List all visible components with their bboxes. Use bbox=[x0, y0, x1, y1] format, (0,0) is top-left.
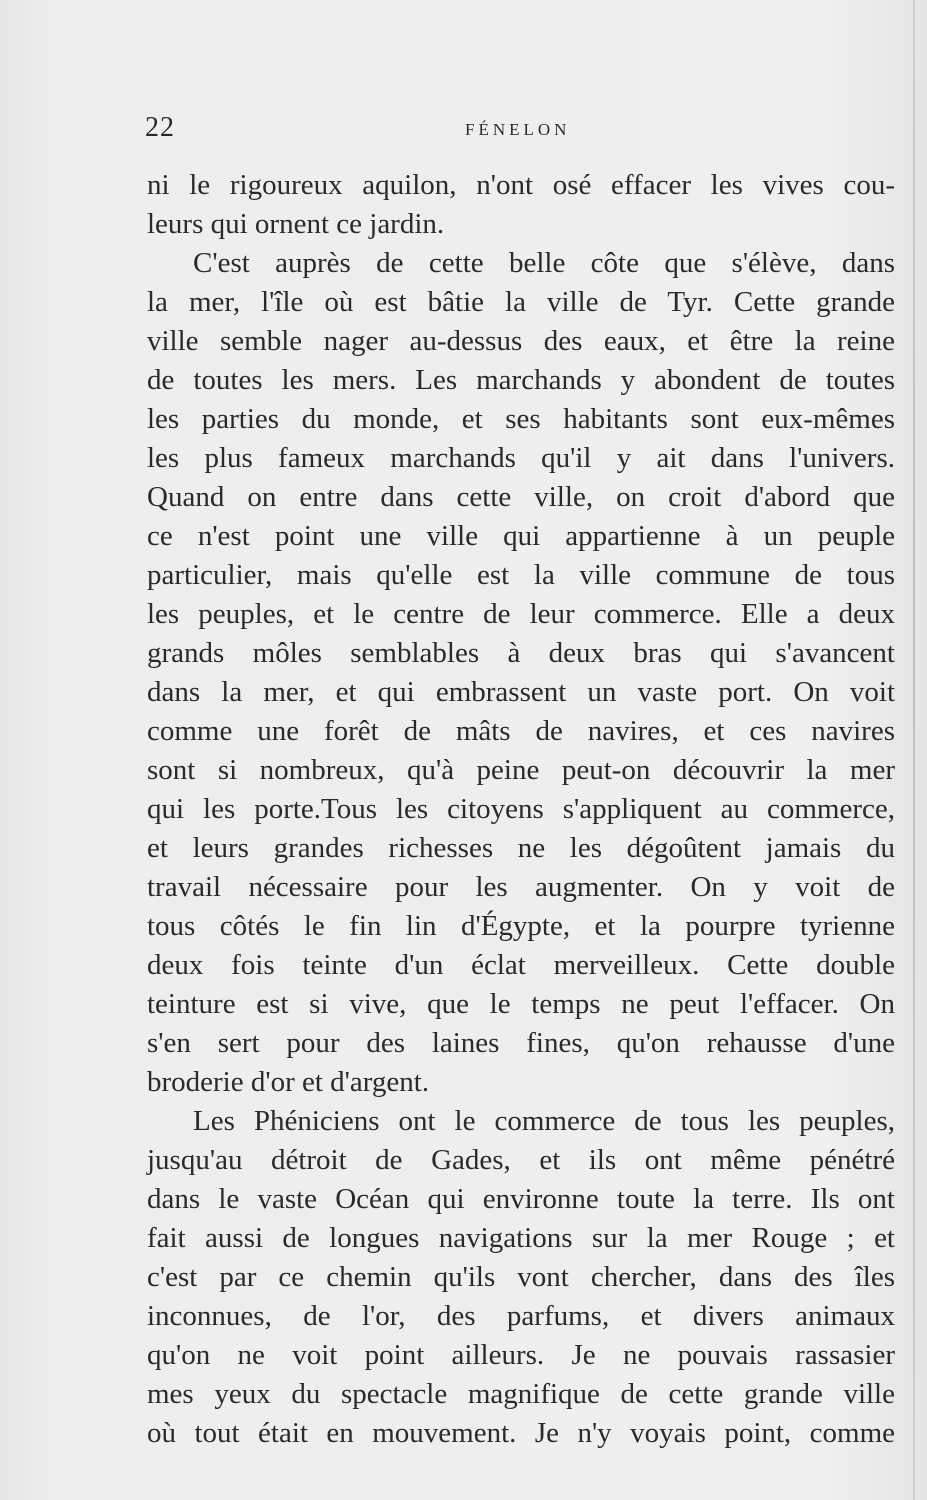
text-line: dans le vaste Océan qui environne toute la terre. Ils ont bbox=[147, 1183, 895, 1215]
text-line: et leurs grandes richesses ne les dégoûtent jamais du bbox=[147, 832, 895, 864]
text-line: les plus fameux marchands qu'il y ait dans l'univers. bbox=[147, 442, 895, 474]
text-line: C'est auprès de cette belle côte que s'élève, dans bbox=[193, 247, 895, 279]
running-head: FÉNELON bbox=[465, 120, 571, 139]
text-line: fait aussi de longues navigations sur la mer Rouge ; et bbox=[147, 1222, 895, 1254]
text-line: de toutes les mers. Les marchands y abondent de toutes bbox=[147, 364, 895, 396]
text-line: broderie d'or et d'argent. bbox=[147, 1066, 430, 1098]
text-line: deux fois teinte d'un éclat merveilleux. Cette double bbox=[147, 949, 895, 981]
text-line: sont si nombreux, qu'à peine peut-on découvrir la mer bbox=[147, 754, 895, 786]
text-line: comme une forêt de mâts de navires, et ces navires bbox=[147, 715, 895, 747]
text-line: inconnues, de l'or, des parfums, et divers animaux bbox=[147, 1300, 895, 1332]
page-number: 22 bbox=[145, 112, 175, 143]
text-line: c'est par ce chemin qu'ils vont chercher, dans des îles bbox=[147, 1261, 895, 1293]
text-line: travail nécessaire pour les augmenter. On y voit de bbox=[147, 871, 895, 903]
text-line: teinture est si vive, que le temps ne peut l'effacer. On bbox=[147, 988, 895, 1020]
text-line: ville semble nager au-dessus des eaux, et être la reine bbox=[147, 325, 895, 357]
text-line: grands môles semblables à deux bras qui s'avancent bbox=[147, 637, 895, 669]
page-header bbox=[145, 112, 895, 152]
text-line: Quand on entre dans cette ville, on croit d'abord que bbox=[147, 481, 895, 513]
text-line: leurs qui ornent ce jardin. bbox=[147, 208, 445, 240]
text-line: les peuples, et le centre de leur commerce. Elle a deux bbox=[147, 598, 895, 630]
text-line: tous côtés le fin lin d'Égypte, et la pourpre tyrienne bbox=[147, 910, 895, 942]
text-line: ni le rigoureux aquilon, n'ont osé effacer les vives cou- bbox=[147, 169, 895, 201]
text-line: Les Phéniciens ont le commerce de tous les peuples, bbox=[193, 1105, 895, 1137]
text-line: les parties du monde, et ses habitants sont eux-mêmes bbox=[147, 403, 895, 435]
text-line: s'en sert pour des laines fines, qu'on rehausse d'une bbox=[147, 1027, 895, 1059]
body-text bbox=[147, 166, 895, 1453]
text-line: où tout était en mouvement. Je n'y voyais point, comme bbox=[147, 1417, 895, 1449]
page-edge-line bbox=[913, 0, 915, 1500]
text-line: ce n'est point une ville qui appartienne à un peuple bbox=[147, 520, 895, 552]
text-line: qu'on ne voit point ailleurs. Je ne pouvais rassasier bbox=[147, 1339, 895, 1371]
text-line: qui les porte.Tous les citoyens s'appliquent au commerce, bbox=[147, 793, 895, 825]
text-line: particulier, mais qu'elle est la ville commune de tous bbox=[147, 559, 895, 591]
text-line: jusqu'au détroit de Gades, et ils ont même pénétré bbox=[147, 1144, 895, 1176]
text-line: la mer, l'île où est bâtie la ville de Tyr. Cette grande bbox=[147, 286, 895, 318]
text-line: mes yeux du spectacle magnifique de cette grande ville bbox=[147, 1378, 895, 1410]
text-line: dans la mer, et qui embrassent un vaste port. On voit bbox=[147, 676, 895, 708]
